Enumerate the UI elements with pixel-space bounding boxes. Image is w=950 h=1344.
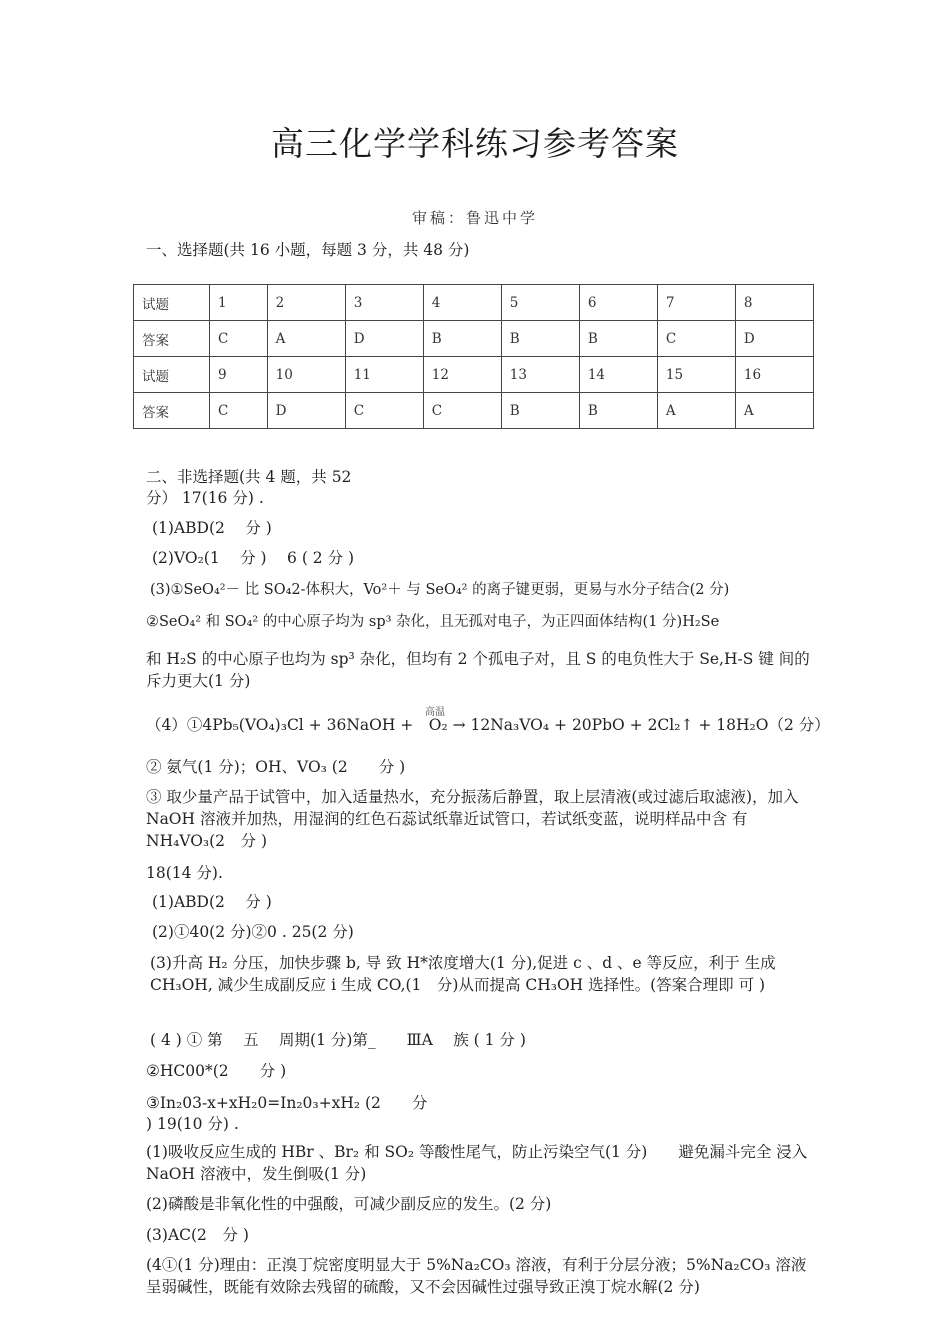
q18-part1: (1)ABD(2 分 ) bbox=[152, 893, 272, 911]
q17-part4-equation: （4）①4Pb₅(VO₄)₃Cl + 36NaOH + O₂ → 12Na₃VO₄ + 20PbO + 2Cl₂↑ + 18H₂O（2 分） bbox=[146, 716, 830, 734]
q17-part3b: ②SeO₄² 和 SO₄² 的中心原子均为 sp³ 杂化，且无孤对电子，为正四面体结构(1 分)H₂Se bbox=[146, 614, 720, 630]
q18-part4b: ②HC00*(2 分 ) bbox=[146, 1062, 287, 1080]
table-cell: B bbox=[423, 321, 501, 357]
table-cell: 9 bbox=[210, 357, 268, 393]
table-cell: B bbox=[501, 393, 579, 429]
table-cell: A bbox=[735, 393, 813, 429]
table-cell: 3 bbox=[345, 285, 423, 321]
q19-part1: (1)吸收反应生成的 HBr 、Br₂ 和 SO₂ 等酸性尾气，防止污染空气(1 分) 避免漏斗完全 浸入 NaOH 溶液中，发生倒吸(1 分) bbox=[146, 1143, 808, 1183]
table-cell: D bbox=[345, 321, 423, 357]
table-cell: B bbox=[579, 321, 657, 357]
table-cell: 4 bbox=[423, 285, 501, 321]
table-row-header: 答案 bbox=[134, 393, 210, 429]
table-cell: 12 bbox=[423, 357, 501, 393]
q17-part4c: ③ 取少量产品于试管中，加入适量热水，充分振荡后静置，取上层清液(或过滤后取滤液)，加入 NaOH 溶液并加热，用湿润的红色石蕊试纸靠近试管口，若试纸变蓝，说明样品中含 有 NH₄VO₃(2 分 ) bbox=[146, 788, 799, 850]
reviewer-line: 审稿：鲁迅中学 bbox=[411, 209, 538, 227]
table-cell: 1 bbox=[210, 285, 268, 321]
table-cell: C bbox=[210, 393, 268, 429]
table-row bbox=[134, 285, 814, 321]
q19-part2: (2)磷酸是非氧化性的中强酸，可减少副反应的发生。(2 分) bbox=[146, 1195, 552, 1213]
table-cell: B bbox=[501, 321, 579, 357]
table-cell: 2 bbox=[267, 285, 345, 321]
q18-part4: ( 4 ) ① 第 五 周期(1 分)第_ ⅢA 族 ( 1 分 ) bbox=[150, 1031, 526, 1049]
table-cell: D bbox=[267, 393, 345, 429]
q19-heading: ) 19(10 分) . bbox=[146, 1115, 239, 1133]
answer-table bbox=[133, 284, 814, 429]
table-row-header: 答案 bbox=[134, 321, 210, 357]
q18-heading: 18(14 分). bbox=[146, 864, 223, 882]
section-1-heading: 一、选择题(共 16 小题，每题 3 分，共 48 分) bbox=[146, 241, 470, 259]
q18-part4c: ③In₂03-x+xH₂0=In₂0₃+xH₂ (2 分 bbox=[146, 1094, 428, 1112]
table-cell: 5 bbox=[501, 285, 579, 321]
q18-part2: (2)①40(2 分)②0 . 25(2 分) bbox=[152, 923, 354, 941]
table-cell: C bbox=[657, 321, 735, 357]
section-2-heading: 二、非选择题(共 4 题，共 52 bbox=[146, 468, 352, 486]
table-cell: A bbox=[657, 393, 735, 429]
q17-part2: (2)VO₂(1 分 ) 6 ( 2 分 ) bbox=[152, 549, 355, 567]
table-row bbox=[134, 321, 814, 357]
q17-part4b: ② 氨气(1 分)；OH、VO₃ (2 分 ) bbox=[146, 758, 406, 776]
table-cell: 11 bbox=[345, 357, 423, 393]
q17-heading: 分） 17(16 分) . bbox=[146, 489, 264, 507]
table-cell: 10 bbox=[267, 357, 345, 393]
table-cell: 14 bbox=[579, 357, 657, 393]
table-cell: 13 bbox=[501, 357, 579, 393]
reaction-condition: 高温 bbox=[425, 707, 445, 718]
table-row-header: 试题 bbox=[134, 285, 210, 321]
q19-part3: (3)AC(2 分 ) bbox=[146, 1226, 249, 1244]
q17-part3: (3)①SeO₄²－ 比 SO₄2-体积大，Vo²＋ 与 SeO₄² 的离子键更弱，更易与水分子结合(2 分) bbox=[150, 582, 730, 598]
table-cell: B bbox=[579, 393, 657, 429]
table-row bbox=[134, 393, 814, 429]
q17-part1: (1)ABD(2 分 ) bbox=[152, 519, 272, 537]
table-row-header: 试题 bbox=[134, 357, 210, 393]
table-cell: 6 bbox=[579, 285, 657, 321]
table-cell: 15 bbox=[657, 357, 735, 393]
q17-part3c: 和 H₂S 的中心原子也均为 sp³ 杂化，但均有 2 个孤电子对，且 S 的电负性大于 Se,H-S 键 间的斥力更大(1 分) bbox=[146, 650, 810, 690]
q19-part4: (4①(1 分)理由：正溴丁烷密度明显大于 5%Na₂CO₃ 溶液，有利于分层分液；5%Na₂CO₃ 溶液呈弱碱性，既能有效除去残留的硫酸，又不会因碱性过强导致正溴丁烷水解(2 分) bbox=[146, 1256, 807, 1296]
table-cell: C bbox=[345, 393, 423, 429]
q18-part3: (3)升高 H₂ 分压，加快步骤 b, 导 致 H*浓度增大(1 分),促进 c 、d 、e 等反应，利于 生成 CH₃OH, 减少生成副反应 i 生成 CO,(1 分)从而提高 CH₃OH 选择性。(答案合理即 可 ) bbox=[150, 954, 776, 994]
table-cell: C bbox=[423, 393, 501, 429]
table-cell: 8 bbox=[735, 285, 813, 321]
table-cell: C bbox=[210, 321, 268, 357]
table-cell: 16 bbox=[735, 357, 813, 393]
table-cell: A bbox=[267, 321, 345, 357]
table-cell: 7 bbox=[657, 285, 735, 321]
page-title: 高三化学学科练习参考答案 bbox=[271, 124, 679, 163]
table-row bbox=[134, 357, 814, 393]
table-cell: D bbox=[735, 321, 813, 357]
